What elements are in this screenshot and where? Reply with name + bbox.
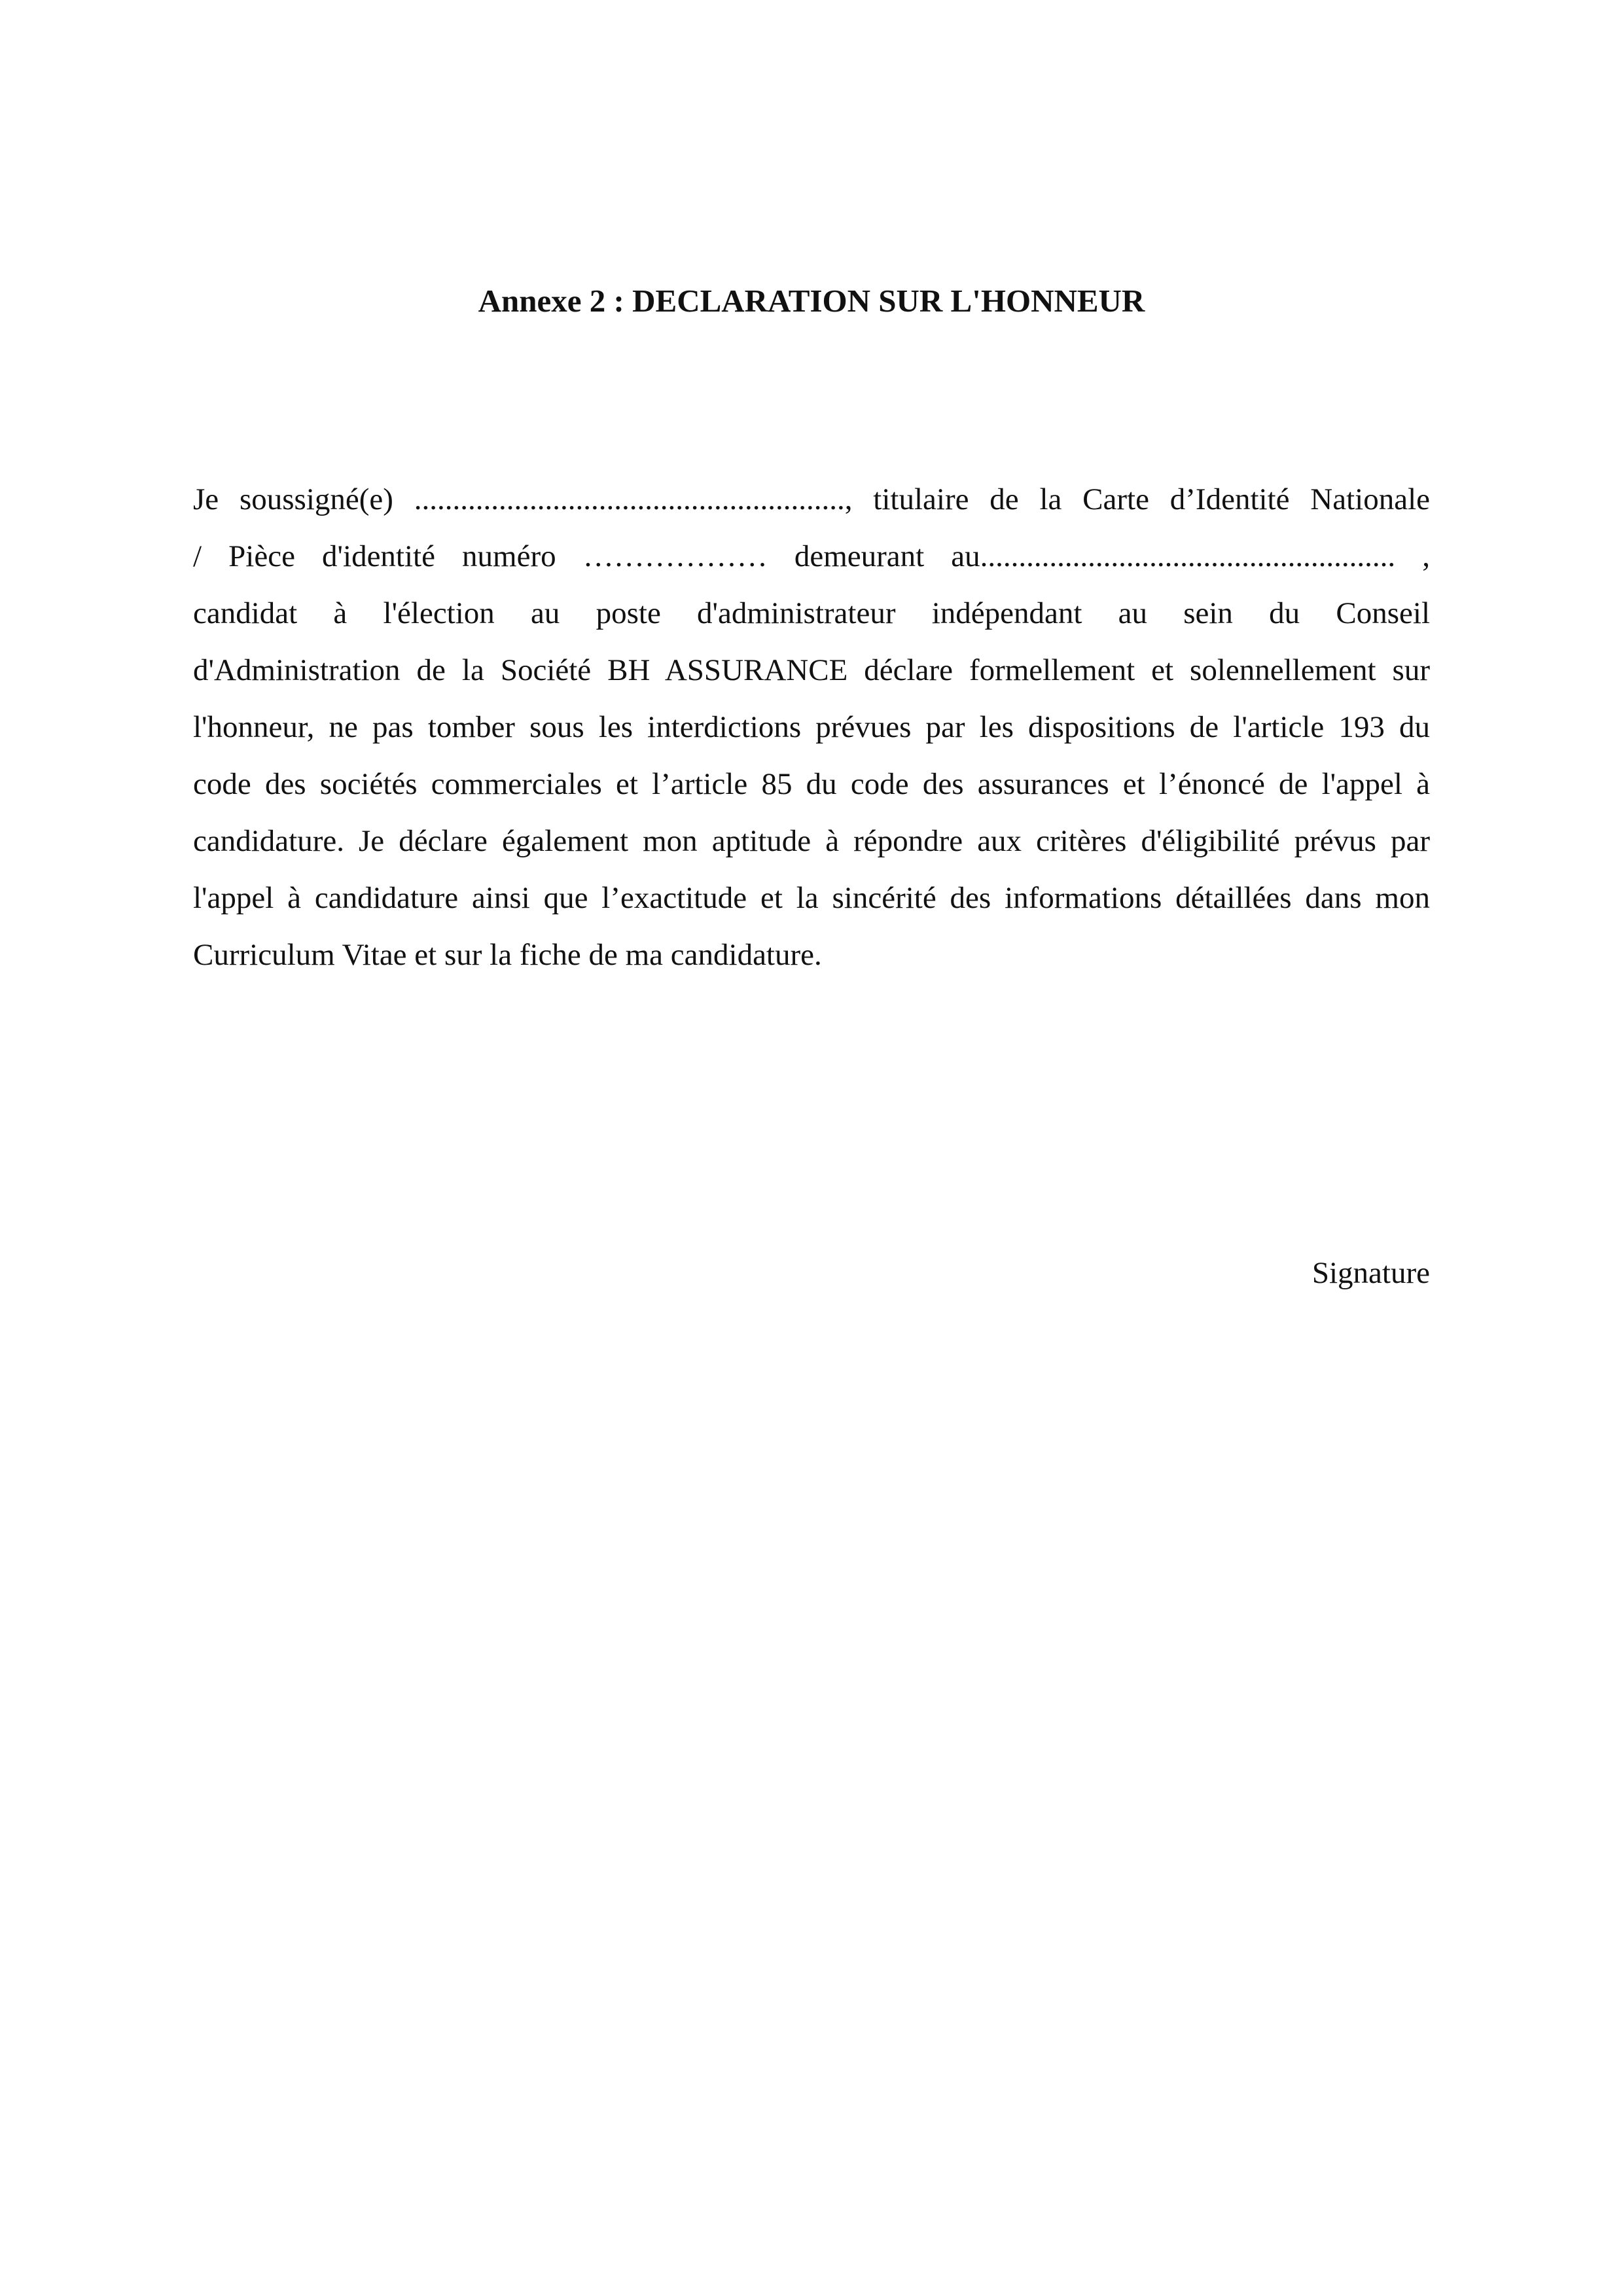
paragraph-line: d'Administration de la Société BH ASSURANCE déclare formellement et solennellement sur <box>193 653 1430 687</box>
paragraph-line: l'honneur, ne pas tomber sous les interdictions prévues par les dispositions de l'article 193 du <box>193 710 1430 744</box>
declaration-paragraph <box>193 471 1430 984</box>
paragraph-line: candidature. Je déclare également mon aptitude à répondre aux critères d'éligibilité prévus par <box>193 824 1430 858</box>
paragraph-line: Je soussigné(e) ........................................................, titulaire de la Carte d’Identité Nationale <box>193 482 1430 516</box>
paragraph-line: code des sociétés commerciales et l’article 85 du code des assurances et l’énoncé de l'appel à <box>193 767 1430 801</box>
paragraph-line: l'appel à candidature ainsi que l’exactitude et la sincérité des informations détaillées dans mon <box>193 881 1430 915</box>
paragraph-line: Curriculum Vitae et sur la fiche de ma candidature. <box>193 938 822 972</box>
signature-label: Signature <box>1311 1256 1430 1290</box>
paragraph-line: / Pièce d'identité numéro ……………… demeurant au...................................................... , <box>193 539 1430 573</box>
paragraph-line: candidat à l'élection au poste d'administrateur indépendant au sein du Conseil <box>193 596 1430 630</box>
document-title: Annexe 2 : DECLARATION SUR L'HONNEUR <box>478 283 1145 319</box>
